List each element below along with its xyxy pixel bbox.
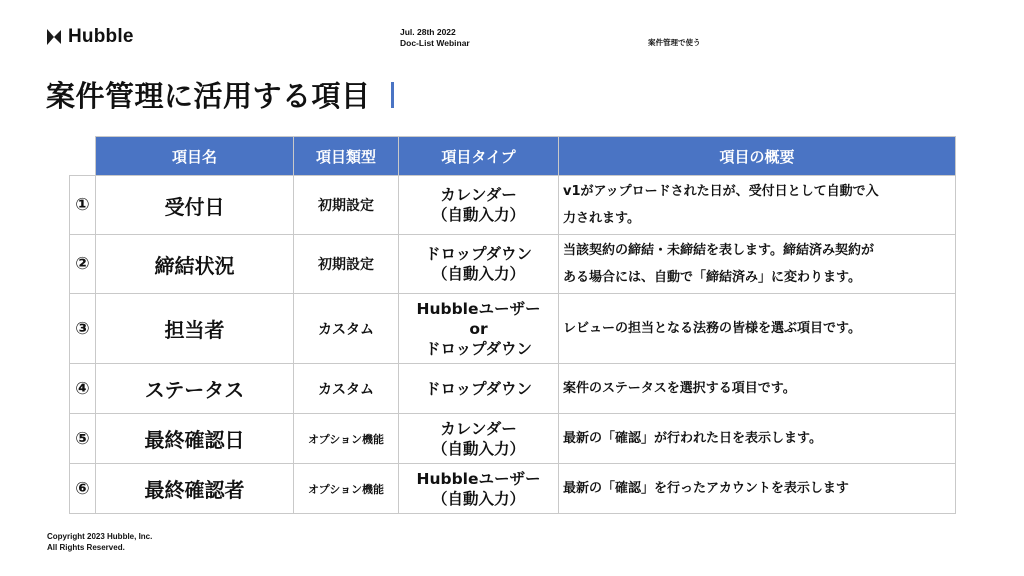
- field-name: 担当者: [96, 294, 294, 364]
- field-category: オプション機能: [294, 414, 399, 464]
- row-number: ②: [70, 235, 96, 294]
- field-type: [399, 235, 559, 294]
- header-cell-blank: [70, 137, 96, 176]
- field-name: 受付日: [96, 176, 294, 235]
- field-summary: [559, 176, 956, 235]
- field-summary-line: 最新の「確認」が行われた日を表示します。: [563, 430, 822, 446]
- field-type-line: Hubbleユーザー: [416, 299, 541, 318]
- field-type-line: ドロップダウン: [424, 379, 533, 398]
- hubble-logo: [44, 26, 134, 48]
- header-cell-name: 項目名: [96, 137, 294, 176]
- field-type: [399, 414, 559, 464]
- row-number: ①: [70, 176, 96, 235]
- field-type: [399, 364, 559, 414]
- header-cell-category: 項目類型: [294, 137, 399, 176]
- field-summary-line: 力されます。: [563, 211, 640, 226]
- header-event: Doc-List Webinar: [400, 38, 470, 48]
- field-name: ステータス: [96, 364, 294, 414]
- field-category: 初期設定: [294, 235, 399, 294]
- field-category: オプション機能: [294, 464, 399, 514]
- table-row: [70, 176, 956, 235]
- field-summary: [559, 464, 956, 514]
- field-summary-line: 案件のステータスを選択する項目です。: [563, 380, 796, 396]
- fields-table: [69, 136, 956, 514]
- field-summary: [559, 414, 956, 464]
- field-summary: [559, 235, 956, 294]
- field-summary-line: 当該契約の締結・未締結を表します。締結済み契約が: [563, 243, 874, 258]
- field-type-line: （自動入力）: [431, 439, 525, 458]
- row-number: ⑥: [70, 464, 96, 514]
- fields-table-wrap: [69, 136, 955, 514]
- field-type-line: ドロップダウン: [424, 245, 533, 263]
- header-date: Jul. 28th 2022: [400, 27, 456, 37]
- brand-name: Hubble: [68, 26, 134, 47]
- title-accent-bar: [391, 82, 394, 108]
- field-summary-line: 最新の「確認」を行ったアカウントを表示します: [563, 480, 849, 496]
- field-category: カスタム: [294, 364, 399, 414]
- field-summary: [559, 294, 956, 364]
- table-row: [70, 294, 956, 364]
- table-row: [70, 414, 956, 464]
- hubble-logo-icon: [44, 27, 64, 47]
- table-row: [70, 235, 956, 294]
- field-summary-line: ある場合には、自動で「締結済み」に変わります。: [563, 270, 861, 285]
- field-type: [399, 464, 559, 514]
- field-type-line: or: [469, 319, 488, 338]
- field-type-line: （自動入力）: [431, 206, 525, 224]
- field-name: 最終確認日: [96, 414, 294, 464]
- row-number: ⑤: [70, 414, 96, 464]
- field-name: 最終確認者: [96, 464, 294, 514]
- field-summary-line: レビューの担当となる法務の皆様を選ぶ項目です。: [563, 320, 861, 336]
- field-summary-line: v1がアップロードされた日が、受付日として自動で入: [563, 184, 879, 199]
- field-type: [399, 176, 559, 235]
- table-header-row: [70, 137, 956, 176]
- row-number: ③: [70, 294, 96, 364]
- field-type-line: ドロップダウン: [424, 339, 533, 358]
- page-title: 案件管理に活用する項目: [46, 79, 371, 113]
- copyright-text: Copyright 2023 Hubble, Inc.: [47, 532, 153, 541]
- field-type-line: Hubbleユーザー: [416, 469, 541, 488]
- field-type-line: カレンダー: [440, 186, 517, 204]
- table-row: [70, 464, 956, 514]
- table-row: [70, 364, 956, 414]
- field-name: 締結状況: [96, 235, 294, 294]
- header-cell-type: 項目タイプ: [399, 137, 559, 176]
- section-tag: 案件管理で使う: [648, 38, 701, 47]
- rights-text: All Rights Reserved.: [47, 543, 125, 552]
- footer: [47, 531, 152, 553]
- field-type: [399, 294, 559, 364]
- title-row: [46, 74, 394, 115]
- header-meta: [400, 27, 470, 49]
- field-type-line: （自動入力）: [431, 489, 525, 508]
- field-category: 初期設定: [294, 176, 399, 235]
- field-summary: [559, 364, 956, 414]
- field-category: カスタム: [294, 294, 399, 364]
- field-type-line: カレンダー: [440, 419, 517, 438]
- header-cell-summary: 項目の概要: [559, 137, 956, 176]
- field-type-line: （自動入力）: [431, 265, 525, 283]
- row-number: ④: [70, 364, 96, 414]
